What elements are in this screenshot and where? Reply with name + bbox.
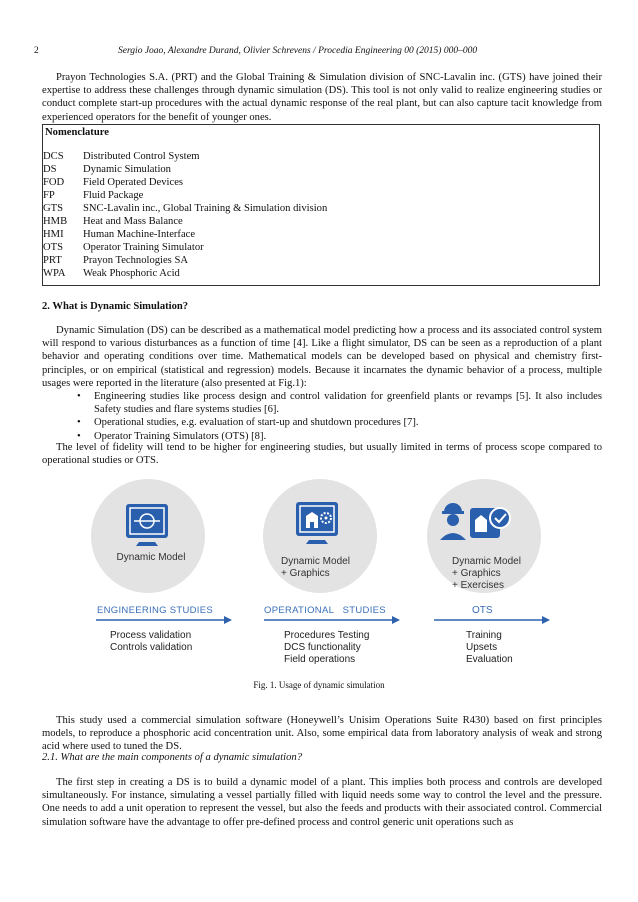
model-label: Dynamic Model bbox=[452, 556, 521, 567]
arrow-icon bbox=[96, 616, 232, 624]
list-item: • Operational studies, e.g. evaluation of start-up and shutdown procedures [7]. bbox=[77, 417, 419, 429]
model-label: + Graphics bbox=[281, 568, 330, 579]
page-number: 2 bbox=[34, 46, 39, 56]
list-item: • Operator Training Simulators (OTS) [8]. bbox=[77, 430, 267, 442]
list-item: • Engineering studies like process design and control validation for greenfield plants or revamps [5]. It also includes Safety studies and flare systems studies [6]. bbox=[77, 391, 602, 416]
operator-training-icon bbox=[440, 503, 510, 540]
running-header bbox=[34, 46, 614, 60]
nomenclature-box: Nomenclature DCS Distributed Control System DS Dynamic Simulation FOD Field Operated Devices FP Fluid Package GTS SNC-Lavalin inc., Global Training & Simulation division HMB Heat and Mass Balance HMI Human Machine-Interface OTS Operator Training Simulator PRT Prayon Technologies SA WPA Weak Phosphoric Acid bbox=[42, 124, 600, 286]
use-label: Procedures Testing bbox=[284, 630, 370, 641]
usage-figure bbox=[88, 478, 556, 678]
use-label: Upsets bbox=[466, 642, 498, 653]
category-label: ENGINEERING STUDIES bbox=[97, 605, 214, 616]
use-label: Process validation bbox=[110, 630, 192, 641]
study-paragraph: This study used a commercial simulation software (Honeywell’s Unisim Operations Suite R430) based on first principles models, to reproduce a phosphoric acid concentration unit. Also, some empirical data from laboratory analysis of weak and strong acid where used to tuned the DS. bbox=[42, 715, 602, 753]
bullet-icon: • bbox=[77, 391, 81, 402]
model-label: + Graphics bbox=[452, 568, 501, 579]
section21-paragraph: The first step in creating a DS is to build a dynamic model of a plant. This implies both process and controls are developed simultaneously. For instance, simulating a vessel partially filled with liquid needs some way to control the level and the pressure. One needs to add a unit operation to represent the vessel, but also the feeds and products with their associated control. Commercial simulation software have the advantage to offer pre-defined process and control generic unit operations such as bbox=[42, 777, 602, 828]
section-heading: 2. What is Dynamic Simulation? bbox=[42, 301, 189, 312]
running-head-authors: Sergio Joao, Alexandre Durand, Olivier Schrevens / Procedia Engineering 00 (2015) 000–000 bbox=[118, 46, 478, 56]
use-label: Controls validation bbox=[110, 642, 193, 653]
model-label: Dynamic Model bbox=[116, 552, 186, 563]
model-label: Dynamic Model bbox=[281, 556, 350, 567]
bullet-icon: • bbox=[77, 417, 81, 429]
model-label: + Exercises bbox=[452, 580, 504, 591]
bullet-icon: • bbox=[77, 430, 81, 442]
arrow-icon bbox=[434, 616, 550, 624]
subsection-heading: 2.1. What are the main components of a dynamic simulation? bbox=[42, 752, 303, 763]
nomenclature-title: Nomenclature bbox=[45, 127, 109, 138]
use-label: Evaluation bbox=[466, 654, 513, 665]
use-label: Training bbox=[466, 630, 502, 641]
intro-paragraph: Prayon Technologies S.A. (PRT) and the Global Training & Simulation division of SNC-Lavalin inc. (GTS) have joined their expertise to address these challenges through dynamic simulation (DS). This tool is not only valid to realize engineering studies or conduct complete start-up procedures with the actual dynamic response of the real plant, but can also capture tacit knowledge from experienced operators for the benefit of younger ones. bbox=[42, 72, 602, 123]
usage-bullet-list bbox=[74, 390, 602, 443]
section2-paragraph: Dynamic Simulation (DS) can be described as a mathematical model predicting how a process and its associated control system will respond to various disturbances as a function of time [4]. Like a flight simulator, DS can be seen as a reproduction of a plant behavior and operating conditions over time. Mathematical models can be developed based on physical and chemistry first-principles, or on empirical (statistical and regression) models. Because it incarnates the dynamic behavior of a process, multiple usages were reported in the literature (also presented at Fig.1): bbox=[42, 325, 602, 389]
arrow-icon bbox=[264, 616, 400, 624]
figure-caption: Fig. 1. Usage of dynamic simulation bbox=[253, 680, 385, 690]
fidelity-paragraph: The level of fidelity will tend to be higher for engineering studies, but usually limited in terms of process scope compared to operational studies or OTS. bbox=[42, 442, 602, 467]
category-label: OTS bbox=[472, 605, 493, 616]
category-label: OPERATIONAL STUDIES bbox=[264, 605, 386, 616]
use-label: Field operations bbox=[284, 654, 356, 665]
use-label: DCS functionality bbox=[284, 642, 361, 653]
